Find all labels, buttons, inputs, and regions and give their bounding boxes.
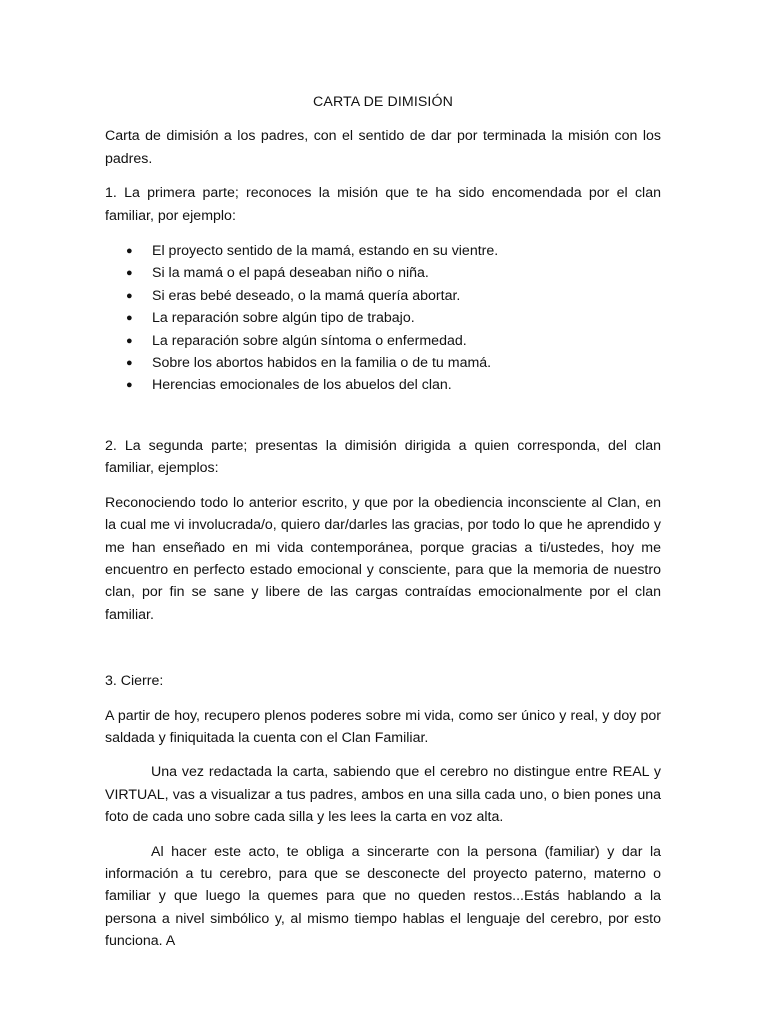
list-item	[126, 240, 661, 262]
bullet-icon: ●	[126, 289, 133, 302]
part3-paragraph: A partir de hoy, recupero plenos poderes sobre mi vida, como ser único y real, y doy por saldada y finiquitada la cuenta con el Clan Familiar.	[105, 707, 661, 746]
bullet-icon: ●	[126, 379, 133, 392]
intro-paragraph: Carta de dimisión a los padres, con el sentido de dar por terminada la misión con los padres.	[105, 128, 661, 167]
part1-heading: 1. La primera parte; reconoces la misión que te ha sido encomendada por el clan familiar, por ejemplo:	[105, 185, 661, 224]
list-item-text: Si la mamá o el papá deseaban niño o niña.	[152, 265, 429, 282]
instructions-paragraph: Una vez redactada la carta, sabiendo que el cerebro no distingue entre REAL y VIRTUAL, vas a visualizar a tus padres, ambos en una silla cada uno, o bien pones una foto de cada uno sobre cada silla y les lees la carta en voz alta.	[105, 764, 661, 826]
bullet-icon: ●	[126, 312, 133, 325]
bullet-list	[105, 240, 661, 397]
list-item	[126, 307, 661, 329]
document-body	[105, 91, 661, 965]
document-title: CARTA DE DIMISIÓN	[313, 94, 453, 110]
explanation-paragraph: Al hacer este acto, te obliga a sincerarte con la persona (familiar) y dar la información a tu cerebro, para que se desconecte del proyecto paterno, materno o familiar y que luego la quemes para que no queden restos...Estás hablando a la persona a nivel simbólico y, al mismo tiempo hablas el lenguaje del cerebro, por esto funciona. A	[105, 843, 661, 950]
bullet-icon: ●	[126, 357, 133, 370]
spacer	[105, 638, 661, 670]
list-item-text: El proyecto sentido de la mamá, estando en su vientre.	[152, 243, 499, 260]
bullet-icon: ●	[126, 245, 133, 258]
list-item-text: Herencias emocionales de los abuelos del clan.	[152, 377, 452, 394]
part2-heading: 2. La segunda parte; presentas la dimisión dirigida a quien corresponda, del clan familiar, ejemplos:	[105, 437, 661, 477]
list-item	[126, 330, 661, 352]
list-item-text: Si eras bebé deseado, o la mamá quería abortar.	[152, 287, 461, 304]
list-item	[126, 374, 661, 396]
list-item-text: La reparación sobre algún síntoma o enfermedad.	[152, 332, 467, 349]
part3-heading: 3. Cierre:	[105, 673, 164, 690]
list-item-text: La reparación sobre algún tipo de trabajo.	[152, 310, 415, 327]
bullet-icon: ●	[126, 267, 133, 280]
list-item-text: Sobre los abortos habidos en la familia o de tu mamá.	[152, 355, 492, 372]
list-item	[126, 262, 661, 284]
list-item	[126, 352, 661, 374]
list-item	[126, 285, 661, 307]
bullet-icon: ●	[126, 334, 133, 347]
part2-paragraph: Reconociendo todo lo anterior escrito, y que por la obediencia inconsciente al Clan, en la cual me vi involucrada/o, quiero dar/darles las gracias, por todo lo que he aprendido y me han enseñado en mi vida contemporánea, porque gracias a ti/ustedes, hoy me encuentro en perfecto estado emocional y consciente, para que la memoria de nuestro clan, por fin se sane y libere de las cargas contraídas emocionalmente por el clan familiar.	[105, 494, 661, 623]
spacer	[105, 397, 661, 435]
